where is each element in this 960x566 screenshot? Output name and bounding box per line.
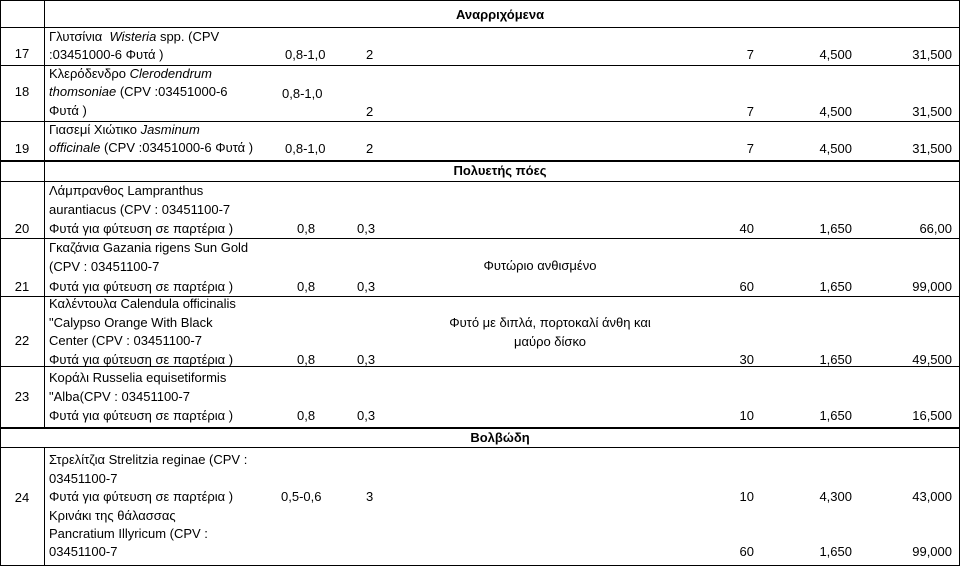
width-cell: 3 <box>366 489 374 504</box>
height-cell: 0,8-1,0 <box>285 47 326 62</box>
section-header-perennials: Πολυετής πόες <box>453 163 547 178</box>
row-divider <box>0 160 960 162</box>
row-number: 18 <box>14 84 30 99</box>
plant-description-line: Γλυτσίνια Wisteria spp. (CPV <box>49 29 220 44</box>
width-cell: 0,3 <box>357 221 376 236</box>
row-number: 21 <box>14 279 30 294</box>
plant-description-line: 03451100-7 <box>49 471 118 486</box>
total-cell: 31,500 <box>912 47 952 62</box>
plant-description-line: Κλερόδενδρο Clerodendrum <box>49 66 212 81</box>
quantity-cell: 10 <box>739 489 754 504</box>
width-cell: 0,3 <box>357 352 376 367</box>
height-cell: 0,8 <box>297 221 316 236</box>
width-cell: 0,3 <box>357 279 376 294</box>
note-cell: μαύρο δίσκο <box>513 334 587 349</box>
unit-price-cell: 1,650 <box>819 408 852 423</box>
row-number: 22 <box>14 333 30 348</box>
height-cell: 0,8 <box>297 279 316 294</box>
row-divider <box>0 427 960 429</box>
row-number: 24 <box>14 490 30 505</box>
height-cell: 0,8 <box>297 408 316 423</box>
plant-description-line: Λάμπρανθος Lampranthus <box>49 183 204 198</box>
total-cell: 99,000 <box>912 544 952 559</box>
unit-price-cell: 4,500 <box>819 47 852 62</box>
unit-price-cell: 1,650 <box>819 221 852 236</box>
total-cell: 31,500 <box>912 104 952 119</box>
plant-description-line: Φυτά ) <box>49 103 87 118</box>
unit-price-cell: 4,500 <box>819 141 852 156</box>
unit-price-cell: 4,500 <box>819 104 852 119</box>
total-cell: 99,000 <box>912 279 952 294</box>
note-cell: Φυτώριο ανθισμένο <box>483 258 597 273</box>
table-border-top <box>0 0 960 1</box>
height-cell: 0,8-1,0 <box>282 86 323 101</box>
plant-description-line: Καλέντουλα Calendula officinalis <box>49 296 236 311</box>
row-divider <box>0 27 960 28</box>
row-divider <box>0 238 960 239</box>
total-cell: 43,000 <box>912 489 952 504</box>
plant-description-line: Κοράλι Russelia equisetiformis <box>49 370 227 385</box>
height-cell: 0,5-0,6 <box>281 489 322 504</box>
section-header-climbers: Αναρριχόμενα <box>455 7 545 22</box>
plant-description-line: Κρινάκι της θάλασσας <box>49 508 176 523</box>
quantity-cell: 7 <box>746 141 754 156</box>
width-cell: 2 <box>366 104 374 119</box>
height-cell: 0,8-1,0 <box>285 141 326 156</box>
unit-price-cell: 1,650 <box>819 279 852 294</box>
quantity-cell: 10 <box>739 408 754 423</box>
section-header-bulbs: Βολβώδη <box>470 430 530 445</box>
height-cell: 0,8 <box>297 352 316 367</box>
width-cell: 2 <box>366 141 374 156</box>
plant-description-line: Στρελίτζια Strelitzia reginae (CPV : <box>49 452 248 467</box>
unit-price-cell: 1,650 <box>819 544 852 559</box>
plant-description-line: Γιασεμί Χιώτικο Jasminum <box>49 122 200 137</box>
column-divider <box>44 447 45 566</box>
note-cell: Φυτό με διπλά, πορτοκαλί άνθη και <box>449 315 651 330</box>
width-cell: 2 <box>366 47 374 62</box>
width-cell: 0,3 <box>357 408 376 423</box>
plant-description-line: Φυτά για φύτευση σε παρτέρια ) <box>49 352 234 367</box>
row-number: 17 <box>14 46 30 61</box>
unit-price-cell: 4,300 <box>819 489 852 504</box>
plant-description-line: "Alba(CPV : 03451100-7 <box>49 389 190 404</box>
plant-description-line: Center (CPV : 03451100-7 <box>49 333 202 348</box>
total-cell: 66,00 <box>919 221 952 236</box>
plant-description-line: Φυτά για φύτευση σε παρτέρια ) <box>49 408 234 423</box>
plant-description-line: 03451100-7 <box>49 544 118 559</box>
plant-description-line: thomsoniae (CPV :03451000-6 <box>49 84 228 99</box>
plant-description-line: "Calypso Orange With Black <box>49 315 213 330</box>
plant-description-line: Φυτά για φύτευση σε παρτέρια ) <box>49 489 234 504</box>
unit-price-cell: 1,650 <box>819 352 852 367</box>
quantity-cell: 30 <box>739 352 754 367</box>
plant-description-line: Φυτά για φύτευση σε παρτέρια ) <box>49 221 234 236</box>
quantity-cell: 7 <box>746 104 754 119</box>
plant-description-line: Pancratium Illyricum (CPV : <box>49 526 208 541</box>
plant-description-line: officinale (CPV :03451000-6 Φυτά ) <box>49 140 254 155</box>
plant-description-line: :03451000-6 Φυτά ) <box>49 47 164 62</box>
quantity-cell: 60 <box>739 544 754 559</box>
row-number: 23 <box>14 389 30 404</box>
row-divider <box>0 181 960 182</box>
quantity-cell: 40 <box>739 221 754 236</box>
row-divider <box>0 447 960 448</box>
quantity-cell: 60 <box>739 279 754 294</box>
total-cell: 16,500 <box>912 408 952 423</box>
total-cell: 31,500 <box>912 141 952 156</box>
column-divider <box>44 0 45 428</box>
plant-description-line: aurantiacus (CPV : 03451100-7 <box>49 202 231 217</box>
plant-description-line: Φυτά για φύτευση σε παρτέρια ) <box>49 279 234 294</box>
row-number: 20 <box>14 221 30 236</box>
total-cell: 49,500 <box>912 352 952 367</box>
plant-description-line: Γκαζάνια Gazania rigens Sun Gold <box>49 240 249 255</box>
quantity-cell: 7 <box>746 47 754 62</box>
row-number: 19 <box>14 141 30 156</box>
plant-description-line: (CPV : 03451100-7 <box>49 259 160 274</box>
